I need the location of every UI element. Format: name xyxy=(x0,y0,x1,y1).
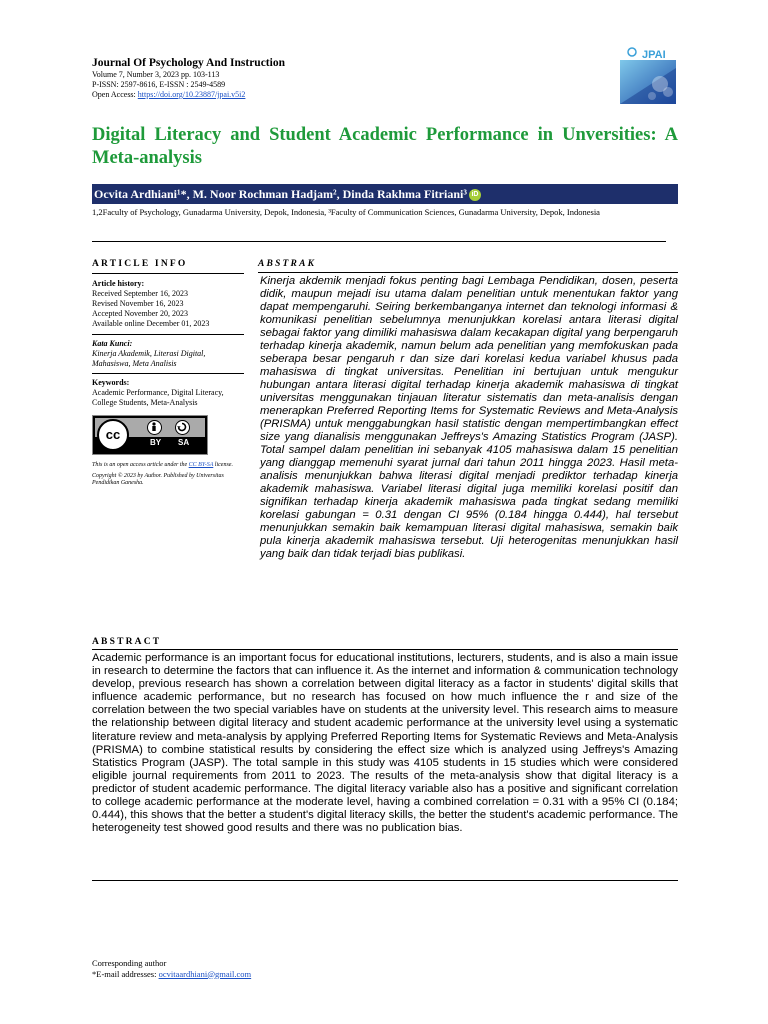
abstrak-heading: ABSTRAK xyxy=(258,259,317,269)
abstrak-body: Kinerja akdemik menjadi fokus penting bagi Lembaga Pendidikan, dosen, peserta didik, maupun mejadi isu utama dalam penelitian untuk menentukan faktor yang dapat mempengaruhi. Seiring berkembanganya internet dan teknologi informasi & komunikasi penelitian sebelumnya menunjukkan korelasi antara literasi digital sebagai faktor yang dimiliki mahasiswa dalam kecakapan digital yang berpengaruh terhadap kinerja akademik, namun belum ada penelitian yang memfokuskan pada seberapa besar pengaruh r dan size dari korelasi kedua variabel khusus pada mahasiswa di tingkat universitas. Penelitian ini bertujuan untuk mengukur hubungan antara literasi digital terhadap kinerja akademik mahasiswa di tingkat universitas menggunakan tinjauan literatur sistematis dan meta-analisis dengan menerapkan Preferred Reporting Items for Systematic Reviews and Meta-Analysis (PRISMA) untuk menggabungkan hasil statistic dengan mempertimbangkan effect size yang dianalisis menggunakan Jeffreys's Amazing Statistics Program (JASP). Total sampel dalam penelitian ini sebanyak 4105 mahasiswa dalam 15 penelitian yang dianggap memenuhi syarat jurnal dari tahun 2011 hingga 2023. Hasil meta-analisis menunjukkan bahwa literasi digital menjadi prediktor terhadap kinerja akademik mahasiswa. Variabel literasi digital juga memiliki korelasi positif dan signifikan terhadap kinerja akademik mahasiswa pada tingkat sedang memiliki korelasi gabungan = 0.31 dengan CI 95% (0.184 hingga 0.444), hal tersebut menunjukkan semakin baik kemampuan literasi digital mahasiswa, semakin baik pula kinerja akademik mahasiswa tersebut. Uji heterogenitas menunjukkan hasil yang baik dan tidak terjadi bias publikasi. xyxy=(260,275,678,560)
abstract-body: Academic performance is an important focus for educational institutions, lecturers, students, and is also a main issue in research to determine the factors that can influence it. As the internet and information & communication technology develop, previous research has shown a correlation between digital literacy as a factor in students' digital skills that influence academic performance, but no research has focused on how much influence the r and size of the correlation between the two special variables have on students at the university level. This research aims to measure the relationship between digital literacy and student academic performance at the university level using a systematic literature review and meta-analysis by applying Preferred Reporting Items for Systematic Reviews and Meta-Analysis (PRISMA) to combine statistical results by considering the effect size which is analyzed using Jeffreys's Amazing Statistics Program (JASP). The total sample in this study was 4105 students in 15 studies which were considered eligible journal requirements from 2011 to 2023. The results of the meta-analysis show that digital literacy is a predictor of student academic performance. The digital literacy variable also has a positive and significant correlation to college academic performance at the moderate level, having a combined correlation = 0.31 with a 95% CI (0.184; 0.444), this shows that the better a student's digital literacy skills, the better the student's academic performance. The heterogeneity test showed good results and there was no publication bias. xyxy=(92,652,678,835)
email-link[interactable]: ocvitaardhiani@gmail.com xyxy=(158,968,252,979)
abstrak-rule xyxy=(258,272,678,273)
cc-icon: cc xyxy=(97,419,129,451)
footer xyxy=(92,958,492,979)
article-title: Digital Literacy and Student Academic Performance in Unversities: A Meta-analysis xyxy=(92,125,678,168)
history-label: Article history: xyxy=(92,279,145,288)
history-revised: Revised November 16, 2023 xyxy=(92,299,184,308)
cc-by-sa-badge[interactable] xyxy=(92,415,208,455)
article-info xyxy=(92,259,244,488)
journal-volume: Volume 7, Number 3, 2023 pp. 103-113 xyxy=(92,70,220,79)
author-list: Ocvita Ardhiani¹*, M. Noor Rochman Hadjam², Dinda Rakhma Fitriani³ xyxy=(94,187,467,201)
kata-kunci: Kinerja Akademik, Literasi Digital, Mahasiswa, Meta Analisis xyxy=(92,349,206,368)
history-rule xyxy=(92,334,244,335)
header-divider xyxy=(92,241,666,242)
journal-header xyxy=(92,56,552,100)
article-info-rule xyxy=(92,273,244,274)
article-info-heading: ARTICLE INFO xyxy=(92,259,188,269)
journal-logo-graphic xyxy=(612,46,678,108)
abstract-rule xyxy=(92,649,678,650)
email-line: *E-mail addresses: ocvitaardhiani@gmail.com xyxy=(92,968,252,979)
history-available: Available online December 01, 2023 xyxy=(92,319,210,328)
affiliations: 1,2Faculty of Psychology, Gunadarma University, Depok, Indonesia, ³Faculty of Communication Sciences, Gunadarma University, Depok, Indonesia xyxy=(92,207,600,217)
doi-link[interactable]: https://doi.org/10.23887/jpai.v5i2 xyxy=(137,90,246,99)
abstrak-section xyxy=(258,259,678,561)
orcid-icon[interactable]: iD xyxy=(469,189,481,201)
kata-kunci-rule xyxy=(92,373,244,374)
keywords: Academic Performance, Digital Literacy, College Students, Meta-Analysis xyxy=(92,388,224,407)
license-link[interactable]: CC BY-SA xyxy=(188,462,214,468)
sa-label: SA xyxy=(178,438,190,447)
kata-kunci-label: Kata Kunci: xyxy=(92,339,133,348)
journal-logo xyxy=(612,46,678,108)
logo-text: JPAI xyxy=(642,49,666,61)
by-icon xyxy=(147,420,162,435)
open-access-label: Open Access: xyxy=(92,90,138,99)
sa-icon xyxy=(175,420,190,435)
by-label: BY xyxy=(150,438,162,447)
abstract-section xyxy=(92,637,678,835)
corresponding-author: Corresponding author xyxy=(92,958,167,968)
author-bar xyxy=(92,184,678,204)
open-access-line xyxy=(92,90,552,100)
journal-name: Journal Of Psychology And Instruction xyxy=(92,57,285,69)
history-received: Received September 16, 2023 xyxy=(92,289,188,298)
abstract-bottom-rule xyxy=(92,880,678,881)
history-accepted: Accepted November 20, 2023 xyxy=(92,309,188,318)
keywords-label: Keywords: xyxy=(92,378,130,387)
copyright: Copyright © 2023 by Author. Published by Universitas Pendidikan Ganesha. xyxy=(92,472,224,486)
journal-issn: P-ISSN: 2597-8616, E-ISSN : 2549-4589 xyxy=(92,80,226,89)
license-text: This is an open access article under the CC BY-SA license. xyxy=(92,462,233,468)
abstract-heading: ABSTRACT xyxy=(92,637,162,647)
